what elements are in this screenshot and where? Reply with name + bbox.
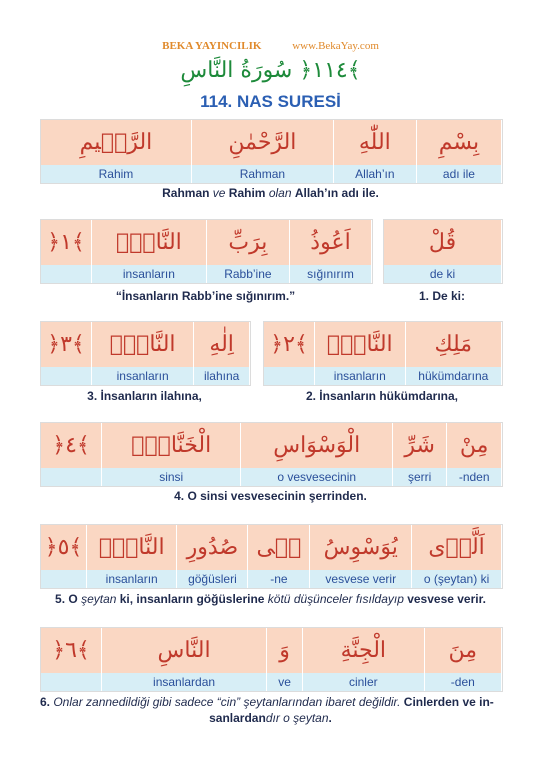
translation-word xyxy=(41,673,102,691)
arabic-word: الْخَنَّاسِۙ xyxy=(102,423,241,468)
ayah-number: ﴾٤﴿ xyxy=(41,423,102,468)
page-header xyxy=(0,40,541,52)
arabic-word: يُوَسْوِسُ xyxy=(310,525,412,570)
verse-1-table xyxy=(40,219,373,284)
arabic-word: مِنْ xyxy=(447,423,502,468)
arabic-word: مَلِكِ xyxy=(405,322,501,367)
verse-1-prefix-meaning: 1. De ki: xyxy=(418,289,466,303)
translation-word: sinsi xyxy=(102,468,241,486)
translation-word: cinler xyxy=(302,673,424,691)
ayah-number: ﴾٣﴿ xyxy=(41,322,92,367)
arabic-word: قُلْ xyxy=(384,220,502,265)
website: www.BekaYay.com xyxy=(292,40,379,52)
arabic-word: النَّاسِ xyxy=(102,628,267,673)
translation-word: -nden xyxy=(447,468,502,486)
verse-3-meaning: 3. İnsanların ilahına, xyxy=(87,389,202,403)
verse-2-meaning: 2. İnsanların hükümdarına, xyxy=(305,389,459,403)
arabic-word: الْوَسْوَاسِ xyxy=(241,423,393,468)
ayah-number: ﴾٥﴿ xyxy=(41,525,87,570)
arabic-word: اللّٰهِ xyxy=(333,120,416,165)
translation-word: ve xyxy=(267,673,303,691)
arabic-word: شَرِّ xyxy=(392,423,446,468)
translation-word: vesvese verir xyxy=(310,570,412,588)
translation-word: ilahına xyxy=(194,367,250,385)
translation-word: o (şeytan) ki xyxy=(412,570,502,588)
verse-6-table xyxy=(40,627,503,692)
arabic-word: الْجِنَّةِ xyxy=(302,628,424,673)
translation-word: -ne xyxy=(248,570,310,588)
ayah-number: ﴾١﴿ xyxy=(41,220,92,265)
translation-word xyxy=(41,367,92,385)
arabic-word: وَ xyxy=(267,628,303,673)
translation-word: adı ile xyxy=(416,165,501,183)
arabic-word: مِنَ xyxy=(424,628,501,673)
publisher-name: BEKA YAYINCILIK xyxy=(162,40,262,52)
translation-word: şerri xyxy=(392,468,446,486)
arabic-word: ف۪ى xyxy=(248,525,310,570)
verse-5-table xyxy=(40,524,503,589)
translation-word: insanların xyxy=(315,367,406,385)
translation-word: sığınırım xyxy=(289,265,371,283)
arabic-word: الرَّح۪يمِ xyxy=(41,120,191,165)
translation-word: -den xyxy=(424,673,501,691)
translation-word: Rabb’ine xyxy=(206,265,289,283)
verse-6-meaning: 6. Onlar zannedildiği gibi sadece “cin” şeytanlarından ibaret değildir. Cinlerden ve in- sanlardandır o şeytan. xyxy=(40,695,494,725)
arabic-word: اَعُوذُ xyxy=(289,220,371,265)
verse-3-table xyxy=(40,321,251,386)
translation-word xyxy=(41,468,102,486)
verse-basmala-table xyxy=(40,119,503,184)
arabic-word: النَّاسِۙ xyxy=(92,220,207,265)
translation-word: hükümdarına xyxy=(405,367,501,385)
verse-5-meaning: 5. O şeytan ki, insanların göğüslerine kötü düşünceler fısıldayıp vesvese verir. xyxy=(55,592,486,606)
translation-word xyxy=(41,570,87,588)
translation-word: göğüsleri xyxy=(177,570,248,588)
ayah-number: ﴾٢﴿ xyxy=(264,322,315,367)
arabic-word: الرَّحْمٰنِ xyxy=(191,120,333,165)
arabic-word: اِلٰهِ xyxy=(194,322,250,367)
translation-word: o vesvesecinin xyxy=(241,468,393,486)
arabic-word: النَّاسِۙ xyxy=(87,525,177,570)
surah-arabic-title: ﴾١١٤﴿ سُورَةُ النَّاسِ xyxy=(180,58,361,83)
translation-word: insanların xyxy=(87,570,177,588)
translation-word: de ki xyxy=(384,265,502,283)
arabic-word: بِسْمِ xyxy=(416,120,501,165)
surah-title: 114. NAS SURESİ xyxy=(200,92,341,111)
verse-2-table xyxy=(263,321,503,386)
translation-word xyxy=(264,367,315,385)
translation-word: insanların xyxy=(92,265,207,283)
translation-word: Allah’ın xyxy=(333,165,416,183)
translation-word: insanlardan xyxy=(102,673,267,691)
translation-word: Rahim xyxy=(41,165,191,183)
verse-4-meaning: 4. O sinsi vesvesecinin şerrinden. xyxy=(174,489,367,503)
verse-basmala-meaning: Rahman ve Rahim olan Allah’ın adı ile. xyxy=(162,186,379,200)
arabic-word: بِرَبِّ xyxy=(206,220,289,265)
arabic-word: النَّاسِۙ xyxy=(92,322,194,367)
verse-4-table xyxy=(40,422,503,487)
arabic-word: صُدُورِ xyxy=(177,525,248,570)
arabic-word: النَّاسِۙ xyxy=(315,322,406,367)
verse-1-kul-table xyxy=(383,219,503,284)
verse-1-meaning: “İnsanların Rabb’ine sığınırım.” xyxy=(115,289,296,303)
ayah-number: ﴾٦﴿ xyxy=(41,628,102,673)
translation-word xyxy=(41,265,92,283)
translation-word: insanların xyxy=(92,367,194,385)
translation-word: Rahman xyxy=(191,165,333,183)
arabic-word: اَلَّذ۪ى xyxy=(412,525,502,570)
